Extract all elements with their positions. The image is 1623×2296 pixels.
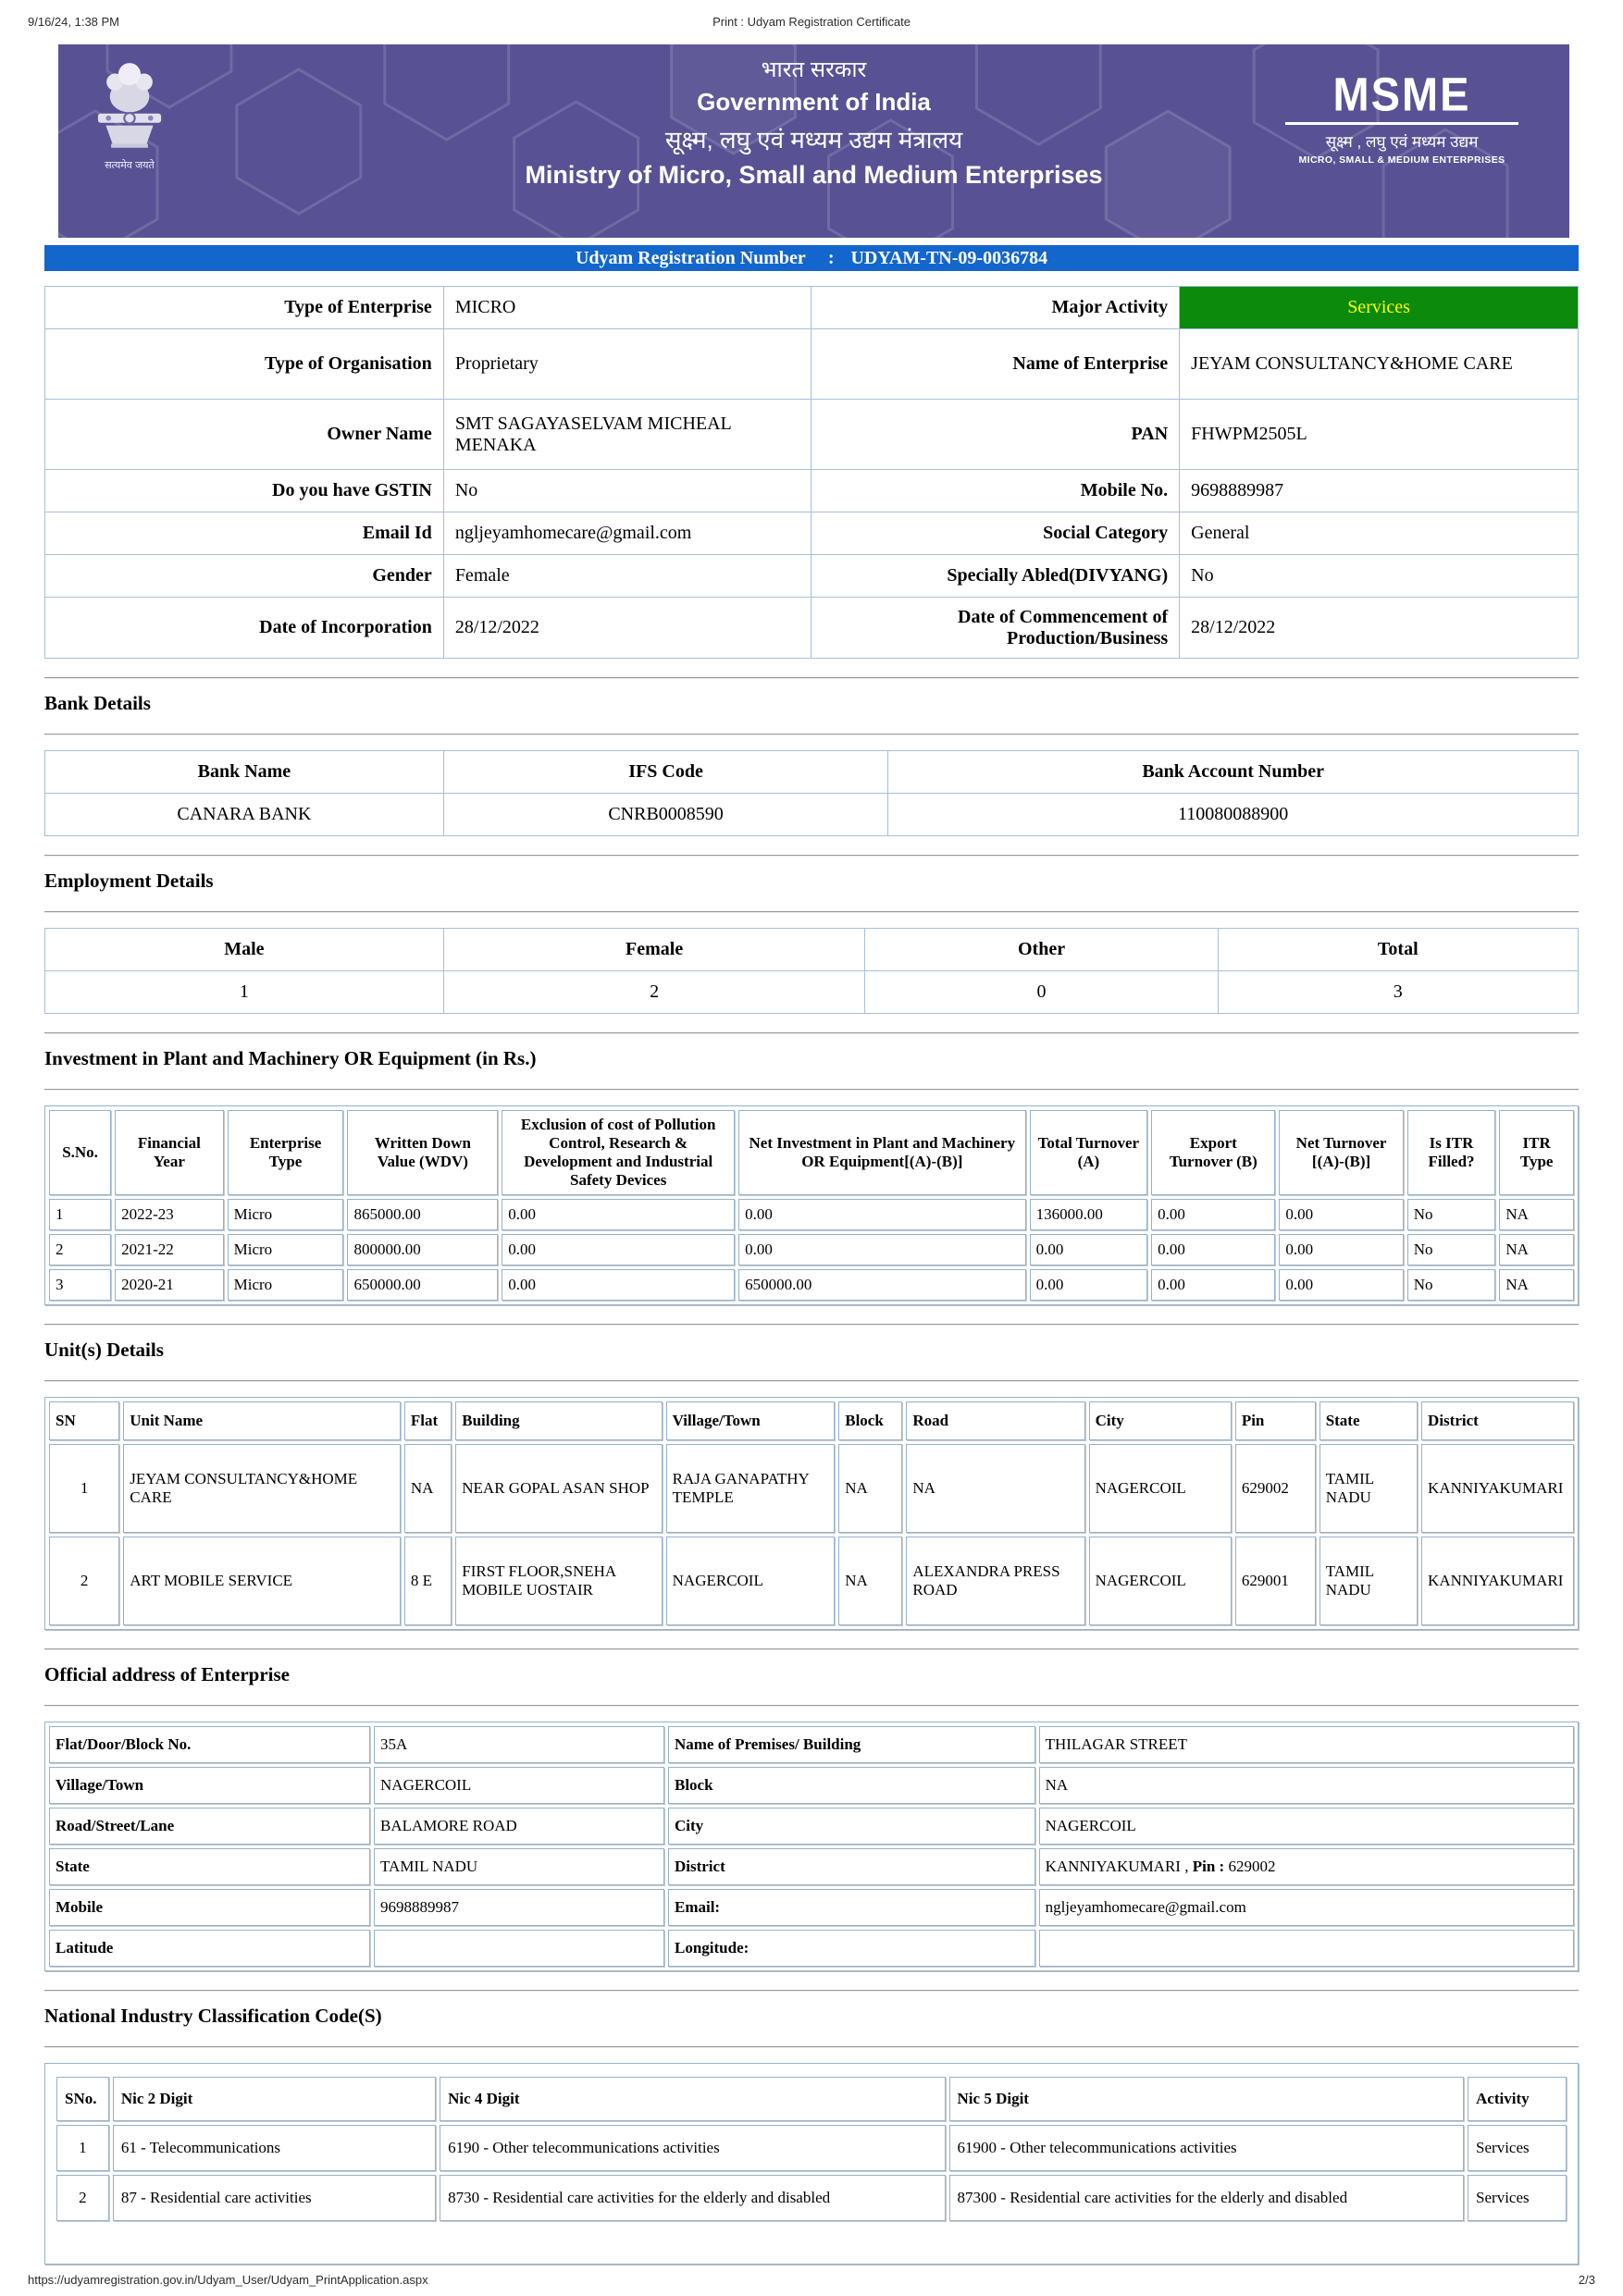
units-row-1-cell-3: FIRST FLOOR,SNEHA MOBILE UOSTAIR <box>455 1537 662 1625</box>
enterprise-row-2-cell-0: Owner Name <box>45 400 444 470</box>
units-row-0-cell-10: KANNIYAKUMARI <box>1421 1444 1574 1533</box>
enterprise-row-4-cell-1: ngljeyamhomecare@gmail.com <box>443 512 812 555</box>
section-title-bank: Bank Details <box>44 692 151 714</box>
banner-text <box>525 54 1102 190</box>
investment-row-0-cell-7: 0.00 <box>1151 1199 1275 1230</box>
banner-english-ministry: Ministry of Micro, Small and Medium Enterprises <box>525 161 1103 189</box>
investment-row-0-cell-2: Micro <box>228 1199 344 1230</box>
bank-row-0-cell-0: CANARA BANK <box>45 794 444 836</box>
units-details-table <box>44 1397 1579 1630</box>
section-divider <box>44 1648 1579 1650</box>
enterprise-row-4-cell-2: Social Category <box>812 512 1180 555</box>
units-header-7: City <box>1089 1401 1232 1440</box>
enterprise-row-5 <box>45 555 1579 598</box>
nic-row-1-cell-1: 87 - Residential care activities <box>113 2175 436 2221</box>
address-row <box>49 1726 1574 1763</box>
units-row-1-cell-7: NAGERCOIL <box>1089 1537 1232 1625</box>
units-row-1-cell-6: ALEXANDRA PRESS ROAD <box>906 1537 1084 1625</box>
investment-row-2-cell-1: 2020-21 <box>115 1269 223 1301</box>
nic-row-0-cell-3: 61900 - Other telecommunications activities <box>949 2125 1465 2171</box>
pin-label: Pin : <box>1192 1858 1225 1875</box>
investment-row-1-cell-8: 0.00 <box>1279 1234 1403 1265</box>
section-divider <box>44 1380 1579 1382</box>
address-value <box>374 1930 664 1967</box>
employment-header-0: Male <box>45 929 444 971</box>
enterprise-row-5-cell-2: Specially Abled(DIVYANG) <box>812 555 1180 598</box>
investment-row-0-cell-8: 0.00 <box>1279 1199 1403 1230</box>
nic-header-row <box>56 2077 1567 2121</box>
section-divider <box>44 1990 1579 1992</box>
units-row-0-cell-6: NA <box>906 1444 1084 1533</box>
enterprise-row-2-cell-1: SMT SAGAYASELVAM MICHEAL MENAKA <box>443 400 812 470</box>
msme-hindi-tagline: सूक्ष्म , लघु एवं मध्यम उद्यम <box>1325 133 1479 151</box>
investment-row-0-cell-4: 0.00 <box>502 1199 735 1230</box>
enterprise-row-0-cell-0: Type of Enterprise <box>45 287 444 329</box>
enterprise-row-6-cell-1: 28/12/2022 <box>443 598 812 659</box>
enterprise-row-0-cell-1: MICRO <box>443 287 812 329</box>
section-divider <box>44 1705 1579 1707</box>
investment-row-0-cell-0: 1 <box>49 1199 111 1230</box>
employment-row-0 <box>45 971 1579 1014</box>
investment-header-8: Net Turnover [(A)-(B)] <box>1279 1110 1403 1195</box>
section-title-nic: National Industry Classification Code(S) <box>44 2005 382 2027</box>
nic-codes-table <box>53 2073 1570 2225</box>
address-label: Flat/Door/Block No. <box>49 1726 370 1763</box>
address-value: 35A <box>374 1726 664 1763</box>
address-label: Mobile <box>49 1889 370 1926</box>
units-row-0-cell-3: NEAR GOPAL ASAN SHOP <box>455 1444 662 1533</box>
banner-hindi-ministry: सूक्ष्म, लघु एवं मध्यम उद्यम मंत्रालय <box>664 126 963 154</box>
section-divider <box>44 855 1579 857</box>
enterprise-row-6-cell-3: 28/12/2022 <box>1180 598 1579 659</box>
investment-header-4: Exclusion of cost of Pollution Control, Research & Development and Industrial Safety Devices <box>502 1110 735 1195</box>
investment-header-3: Written Down Value (WDV) <box>347 1110 498 1195</box>
print-title: Print : Udyam Registration Certificate <box>712 15 911 29</box>
units-header-10: District <box>1421 1401 1574 1440</box>
enterprise-row-0 <box>45 287 1579 329</box>
address-label: Latitude <box>49 1930 370 1967</box>
print-footer-page-number: 2/3 <box>1578 2273 1595 2287</box>
investment-header-row <box>49 1110 1574 1195</box>
units-header-3: Building <box>455 1401 662 1440</box>
bank-header-1: IFS Code <box>443 751 888 794</box>
units-row-1-cell-0: 2 <box>49 1537 119 1625</box>
units-row-0-cell-2: NA <box>404 1444 452 1533</box>
employment-details-table <box>44 928 1579 1014</box>
print-header <box>0 0 1623 41</box>
units-row-0-cell-7: NAGERCOIL <box>1089 1444 1232 1533</box>
employment-row-0-cell-2: 0 <box>865 971 1218 1014</box>
registration-number-colon: : <box>827 248 835 268</box>
nic-row-0-cell-0: 1 <box>56 2125 109 2171</box>
registration-number-bar <box>44 245 1579 271</box>
investment-header-1: Financial Year <box>115 1110 223 1195</box>
units-row-1-cell-9: TAMIL NADU <box>1319 1537 1418 1625</box>
enterprise-row-2-cell-3: FHWPM2505L <box>1180 400 1579 470</box>
nic-header-1: Nic 2 Digit <box>113 2077 436 2121</box>
address-label: Village/Town <box>49 1767 370 1804</box>
enterprise-row-6-cell-2: Date of Commencement of Production/Business <box>812 598 1180 659</box>
investment-row-0 <box>49 1199 1574 1230</box>
employment-header-3: Total <box>1218 929 1578 971</box>
investment-header-7: Export Turnover (B) <box>1151 1110 1275 1195</box>
investment-row-2-cell-5: 650000.00 <box>738 1269 1026 1301</box>
units-row-1-cell-4: NAGERCOIL <box>666 1537 836 1625</box>
investment-row-1 <box>49 1234 1574 1265</box>
enterprise-row-6 <box>45 598 1579 659</box>
address-value: TAMIL NADU <box>374 1848 664 1885</box>
address-label: Block <box>668 1767 1035 1804</box>
investment-row-2-cell-10: NA <box>1499 1269 1574 1301</box>
msme-logo-rule <box>1285 122 1518 125</box>
investment-header-6: Total Turnover (A) <box>1030 1110 1148 1195</box>
banner-hindi-government: भारत सरकार <box>761 57 867 82</box>
nic-row-0-cell-1: 61 - Telecommunications <box>113 2125 436 2171</box>
address-row <box>49 1930 1574 1967</box>
address-value-district-pin <box>1039 1848 1574 1885</box>
enterprise-row-2-cell-2: PAN <box>812 400 1180 470</box>
investment-row-1-cell-2: Micro <box>228 1234 344 1265</box>
address-label: State <box>49 1848 370 1885</box>
enterprise-row-3 <box>45 470 1579 512</box>
bank-details-table <box>44 750 1579 836</box>
address-label: Name of Premises/ Building <box>668 1726 1035 1763</box>
nic-row-0-cell-2: 6190 - Other telecommunications activities <box>440 2125 945 2171</box>
nic-row-1-cell-0: 2 <box>56 2175 109 2221</box>
section-title-units: Unit(s) Details <box>44 1339 164 1361</box>
units-header-9: State <box>1319 1401 1418 1440</box>
investment-row-1-cell-4: 0.00 <box>502 1234 735 1265</box>
section-divider <box>44 677 1579 679</box>
registration-number-value: UDYAM-TN-09-0036784 <box>850 248 1048 268</box>
address-value: NA <box>1039 1767 1574 1804</box>
print-footer <box>0 2267 1623 2296</box>
ashoka-emblem-icon <box>90 52 169 152</box>
enterprise-row-3-cell-1: No <box>443 470 812 512</box>
enterprise-row-2 <box>45 400 1579 470</box>
bank-header-row <box>45 751 1579 794</box>
investment-row-2-cell-2: Micro <box>228 1269 344 1301</box>
section-divider <box>44 1089 1579 1091</box>
nic-table-container <box>44 2063 1579 2265</box>
print-datetime: 9/16/24, 1:38 PM <box>28 15 120 29</box>
investment-row-2 <box>49 1269 1574 1301</box>
district-value: KANNIYAKUMARI , <box>1045 1858 1189 1875</box>
investment-row-1-cell-7: 0.00 <box>1151 1234 1275 1265</box>
investment-row-1-cell-9: No <box>1407 1234 1496 1265</box>
investment-row-1-cell-3: 800000.00 <box>347 1234 498 1265</box>
units-header-1: Unit Name <box>123 1401 401 1440</box>
employment-row-0-cell-1: 2 <box>443 971 865 1014</box>
address-label: Email: <box>668 1889 1035 1926</box>
msme-english-tagline: MICRO, SMALL & MEDIUM ENTERPRISES <box>1298 154 1505 166</box>
units-row-1-cell-10: KANNIYAKUMARI <box>1421 1537 1574 1625</box>
section-divider <box>44 911 1579 913</box>
enterprise-row-4-cell-0: Email Id <box>45 512 444 555</box>
enterprise-row-3-cell-3: 9698889987 <box>1180 470 1579 512</box>
investment-row-0-cell-5: 0.00 <box>738 1199 1026 1230</box>
investment-row-0-cell-1: 2022-23 <box>115 1199 223 1230</box>
enterprise-row-6-cell-0: Date of Incorporation <box>45 598 444 659</box>
enterprise-row-0-cell-3: Services <box>1180 287 1579 329</box>
nic-row-0 <box>56 2125 1567 2171</box>
enterprise-row-5-cell-0: Gender <box>45 555 444 598</box>
employment-header-1: Female <box>443 929 865 971</box>
msme-logo <box>1285 67 1518 166</box>
units-row-0-cell-9: TAMIL NADU <box>1319 1444 1418 1533</box>
msme-logo-text: MSME <box>1332 67 1471 121</box>
bank-row-0-cell-2: 110080088900 <box>888 794 1579 836</box>
units-header-8: Pin <box>1235 1401 1316 1440</box>
enterprise-row-0-cell-2: Major Activity <box>812 287 1180 329</box>
investment-row-2-cell-3: 650000.00 <box>347 1269 498 1301</box>
certificate-content <box>44 271 1579 2265</box>
investment-header-2: Enterprise Type <box>228 1110 344 1195</box>
address-value: ngljeyamhomecare@gmail.com <box>1039 1889 1574 1926</box>
investment-header-9: Is ITR Filled? <box>1407 1110 1496 1195</box>
enterprise-row-4 <box>45 512 1579 555</box>
units-row-0-cell-0: 1 <box>49 1444 119 1533</box>
enterprise-row-5-cell-3: No <box>1180 555 1579 598</box>
investment-row-2-cell-8: 0.00 <box>1279 1269 1403 1301</box>
units-header-5: Block <box>838 1401 902 1440</box>
bank-header-0: Bank Name <box>45 751 444 794</box>
employment-row-0-cell-3: 3 <box>1218 971 1578 1014</box>
investment-row-0-cell-6: 136000.00 <box>1030 1199 1148 1230</box>
employment-row-0-cell-0: 1 <box>45 971 444 1014</box>
investment-row-2-cell-0: 3 <box>49 1269 111 1301</box>
enterprise-row-3-cell-2: Mobile No. <box>812 470 1180 512</box>
investment-row-2-cell-9: No <box>1407 1269 1496 1301</box>
bank-row-0-cell-1: CNRB0008590 <box>443 794 888 836</box>
section-divider <box>44 2046 1579 2048</box>
registration-number-label: Udyam Registration Number <box>575 248 806 268</box>
nic-header-4: Activity <box>1468 2077 1567 2121</box>
enterprise-row-1 <box>45 329 1579 400</box>
address-value: THILAGAR STREET <box>1039 1726 1574 1763</box>
units-row-0-cell-4: RAJA GANAPATHY TEMPLE <box>666 1444 836 1533</box>
section-title-investment: Investment in Plant and Machinery OR Equipment (in Rs.) <box>44 1047 537 1069</box>
investment-row-0-cell-9: No <box>1407 1199 1496 1230</box>
employment-header-2: Other <box>865 929 1218 971</box>
nic-row-1 <box>56 2175 1567 2221</box>
investment-row-0-cell-3: 865000.00 <box>347 1199 498 1230</box>
units-row-0 <box>49 1444 1574 1533</box>
units-row-0-cell-1: JEYAM CONSULTANCY&HOME CARE <box>123 1444 401 1533</box>
section-divider <box>44 734 1579 735</box>
address-row <box>49 1889 1574 1926</box>
enterprise-row-1-cell-1: Proprietary <box>443 329 812 400</box>
investment-header-5: Net Investment in Plant and Machinery OR Equipment[(A)-(B)] <box>738 1110 1026 1195</box>
investment-row-0-cell-10: NA <box>1499 1199 1574 1230</box>
units-row-1-cell-1: ART MOBILE SERVICE <box>123 1537 401 1625</box>
nic-row-1-cell-2: 8730 - Residential care activities for the elderly and disabled <box>440 2175 945 2221</box>
india-emblem <box>79 52 180 172</box>
units-header-6: Road <box>906 1401 1084 1440</box>
address-row <box>49 1767 1574 1804</box>
address-label: City <box>668 1808 1035 1845</box>
investment-row-2-cell-4: 0.00 <box>502 1269 735 1301</box>
units-header-4: Village/Town <box>666 1401 836 1440</box>
address-value: 9698889987 <box>374 1889 664 1926</box>
enterprise-row-5-cell-1: Female <box>443 555 812 598</box>
units-row-1-cell-5: NA <box>838 1537 902 1625</box>
investment-row-1-cell-5: 0.00 <box>738 1234 1026 1265</box>
nic-row-1-cell-3: 87300 - Residential care activities for the elderly and disabled <box>949 2175 1465 2221</box>
units-row-1 <box>49 1537 1574 1625</box>
nic-header-0: SNo. <box>56 2077 109 2121</box>
units-row-0-cell-8: 629002 <box>1235 1444 1316 1533</box>
enterprise-details-table <box>44 286 1579 659</box>
enterprise-row-1-cell-0: Type of Organisation <box>45 329 444 400</box>
address-label: Road/Street/Lane <box>49 1808 370 1845</box>
investment-row-1-cell-6: 0.00 <box>1030 1234 1148 1265</box>
units-row-0-cell-5: NA <box>838 1444 902 1533</box>
enterprise-row-1-cell-2: Name of Enterprise <box>812 329 1180 400</box>
investment-row-2-cell-6: 0.00 <box>1030 1269 1148 1301</box>
investment-row-1-cell-0: 2 <box>49 1234 111 1265</box>
section-title-address: Official address of Enterprise <box>44 1663 291 1685</box>
print-footer-url: https://udyamregistration.gov.in/Udyam_User/Udyam_PrintApplication.aspx <box>28 2273 428 2287</box>
investment-header-10: ITR Type <box>1499 1110 1574 1195</box>
investment-row-1-cell-10: NA <box>1499 1234 1574 1265</box>
enterprise-row-4-cell-3: General <box>1180 512 1579 555</box>
units-row-1-cell-8: 629001 <box>1235 1537 1316 1625</box>
employment-header-row <box>45 929 1579 971</box>
address-value <box>1039 1930 1574 1967</box>
units-header-row <box>49 1401 1574 1440</box>
official-address-table <box>44 1722 1579 1971</box>
emblem-caption: सत्यमेव जयते <box>105 160 155 171</box>
units-row-1-cell-2: 8 E <box>404 1537 452 1625</box>
nic-header-2: Nic 4 Digit <box>440 2077 945 2121</box>
address-row <box>49 1808 1574 1845</box>
section-divider <box>44 1324 1579 1326</box>
investment-header-0: S.No. <box>49 1110 111 1195</box>
address-value: BALAMORE ROAD <box>374 1808 664 1845</box>
nic-row-1-cell-4: Services <box>1468 2175 1567 2221</box>
units-header-2: Flat <box>404 1401 452 1440</box>
bank-row-0 <box>45 794 1579 836</box>
address-label: District <box>668 1848 1035 1885</box>
section-divider <box>44 1032 1579 1034</box>
address-value: NAGERCOIL <box>1039 1808 1574 1845</box>
enterprise-row-3-cell-0: Do you have GSTIN <box>45 470 444 512</box>
nic-row-0-cell-4: Services <box>1468 2125 1567 2171</box>
address-label: Longitude: <box>668 1930 1035 1967</box>
address-value: NAGERCOIL <box>374 1767 664 1804</box>
investment-row-2-cell-7: 0.00 <box>1151 1269 1275 1301</box>
enterprise-row-1-cell-3: JEYAM CONSULTANCY&HOME CARE <box>1180 329 1579 400</box>
ministry-banner <box>58 44 1569 238</box>
bank-header-2: Bank Account Number <box>888 751 1579 794</box>
section-title-employment: Employment Details <box>44 870 214 892</box>
investment-table <box>44 1105 1579 1305</box>
banner-english-government: Government of India <box>697 88 931 116</box>
nic-header-3: Nic 5 Digit <box>949 2077 1465 2121</box>
units-header-0: SN <box>49 1401 119 1440</box>
investment-row-1-cell-1: 2021-22 <box>115 1234 223 1265</box>
pin-value: 629002 <box>1228 1858 1276 1875</box>
address-row <box>49 1848 1574 1885</box>
